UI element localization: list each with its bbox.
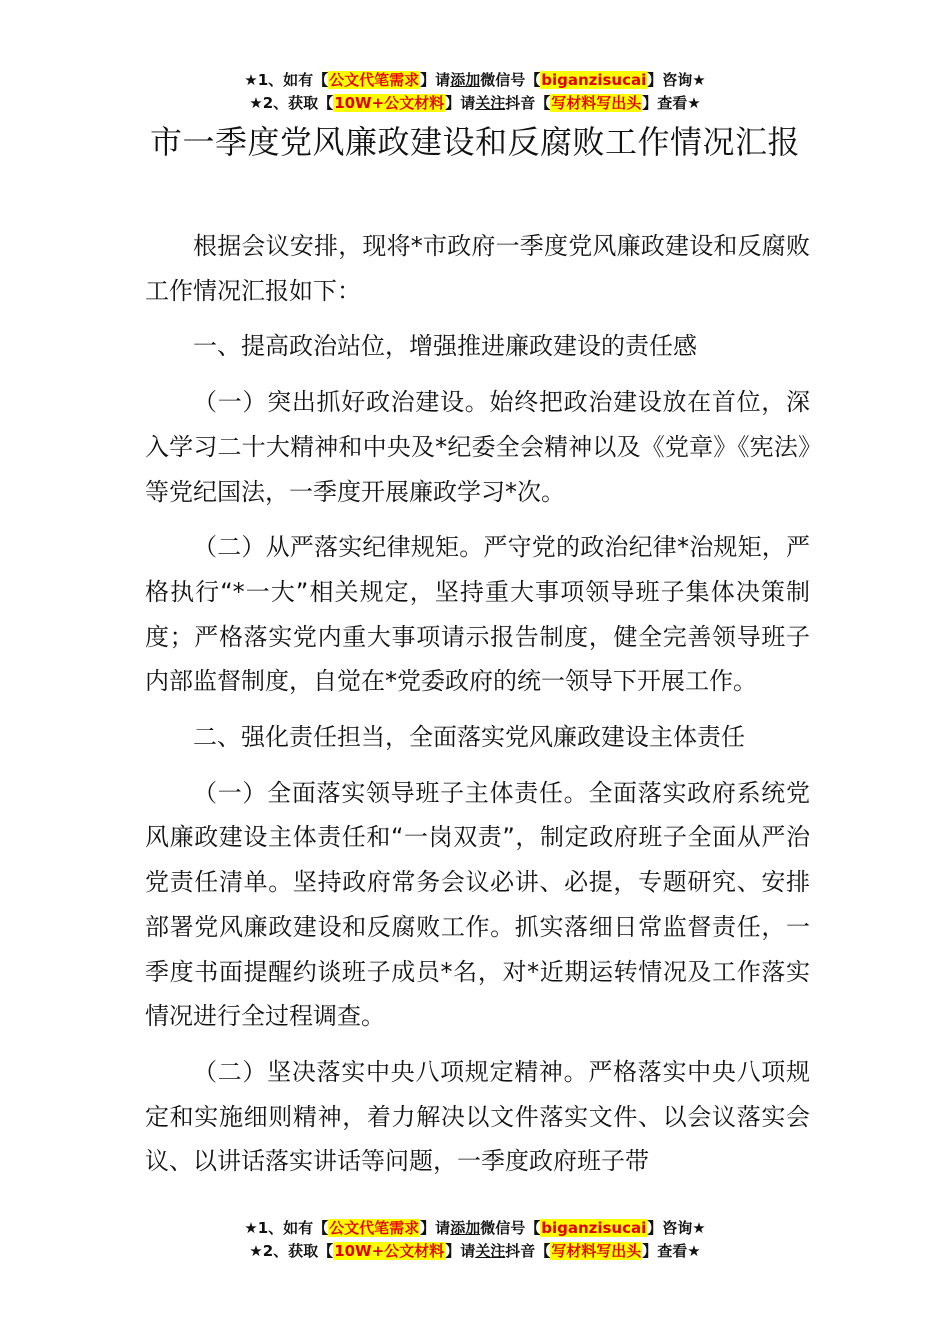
promo-underline: 添加 — [450, 71, 481, 89]
promo-underline: 添加 — [450, 1219, 481, 1237]
promo-text: 】咨询★ — [647, 1219, 706, 1237]
promo-highlight: 10W+公文材料 — [334, 1242, 445, 1260]
paragraph-intro: 根据会议安排，现将*市政府一季度党风廉政建设和反腐败工作情况汇报如下： — [145, 232, 810, 305]
promo-highlight: 10W+公文材料 — [334, 94, 445, 112]
promo-highlight: 写材料写出头 — [551, 94, 642, 112]
paragraph-1-1: （一）突出抓好政治建设。始终把政治建设放在首位，深入学习二十大精神和中央及*纪委全会精神以及《党章》《宪法》等党纪国法，一季度开展廉政学习*次。 — [145, 388, 810, 506]
promo-text: ★2、获取【 — [249, 94, 334, 112]
promo-text: 】查看★ — [642, 1242, 701, 1260]
promo-underline: 关注 — [475, 1242, 506, 1260]
promo-highlight: 写材料写出头 — [551, 1242, 642, 1260]
paragraph-1-2: （二）从严落实纪律规矩。严守党的政治纪律*治规矩，严格执行“*一大”相关规定，坚持重大事项领导班子集体决策制度；严格落实党内重大事项请示报告制度，健全完善领导班子内部监督制度，自觉在*党委政府的统一领导下开展工作。 — [145, 533, 810, 696]
heading-section-2: 二、强化责任担当，全面落实党风廉政建设主体责任 — [193, 723, 745, 752]
paragraph-2-2: （二）坚决落实中央八项规定精神。严格落实中央八项规定和实施细则精神，着力解决以文件落实文件、以会议落实会议、以讲话落实讲话等问题，一季度政府班子带 — [145, 1057, 810, 1176]
promo-text: 抖音【 — [505, 94, 551, 112]
promo-line-2 — [0, 92, 950, 115]
promo-line-2 — [0, 1240, 950, 1263]
promo-banner-bottom — [0, 1217, 950, 1263]
promo-highlight: biganzisucai — [541, 1219, 647, 1237]
promo-text: 】请 — [445, 94, 476, 112]
promo-text: 】请 — [445, 1242, 476, 1260]
document-body — [145, 224, 810, 1195]
promo-highlight: biganzisucai — [541, 71, 647, 89]
promo-text: 】咨询★ — [647, 71, 706, 89]
promo-line-1 — [0, 1217, 950, 1240]
promo-text: 】请 — [420, 71, 451, 89]
promo-text: 微信号【 — [480, 71, 541, 89]
promo-highlight: 公文代笔需求 — [329, 1219, 420, 1237]
promo-text: 微信号【 — [480, 1219, 541, 1237]
promo-text: 】请 — [420, 1219, 451, 1237]
promo-banner-top — [0, 69, 950, 115]
heading-section-1: 一、提高政治站位，增强推进廉政建设的责任感 — [193, 332, 697, 361]
promo-text: ★1、如有【 — [244, 1219, 329, 1237]
promo-underline: 关注 — [475, 94, 506, 112]
promo-text: 】查看★ — [642, 94, 701, 112]
promo-highlight: 公文代笔需求 — [329, 71, 420, 89]
document-title: 市一季度党风廉政建设和反腐败工作情况汇报 — [149, 123, 800, 161]
promo-text: ★2、获取【 — [249, 1242, 334, 1260]
promo-text: ★1、如有【 — [244, 71, 329, 89]
promo-text: 抖音【 — [505, 1242, 551, 1260]
paragraph-2-1: （一）全面落实领导班子主体责任。全面落实政府系统党风廉政建设主体责任和“一岗双责”，制定政府班子全面从严治党责任清单。坚持政府常务会议必讲、必提，专题研究、安排部署党风廉政建设和反腐败工作。抓实落细日常监督责任，一季度书面提醒约谈班子成员*名，对*近期运转情况及工作落实情况进行全过程调查。 — [145, 778, 810, 1031]
promo-line-1 — [0, 69, 950, 92]
